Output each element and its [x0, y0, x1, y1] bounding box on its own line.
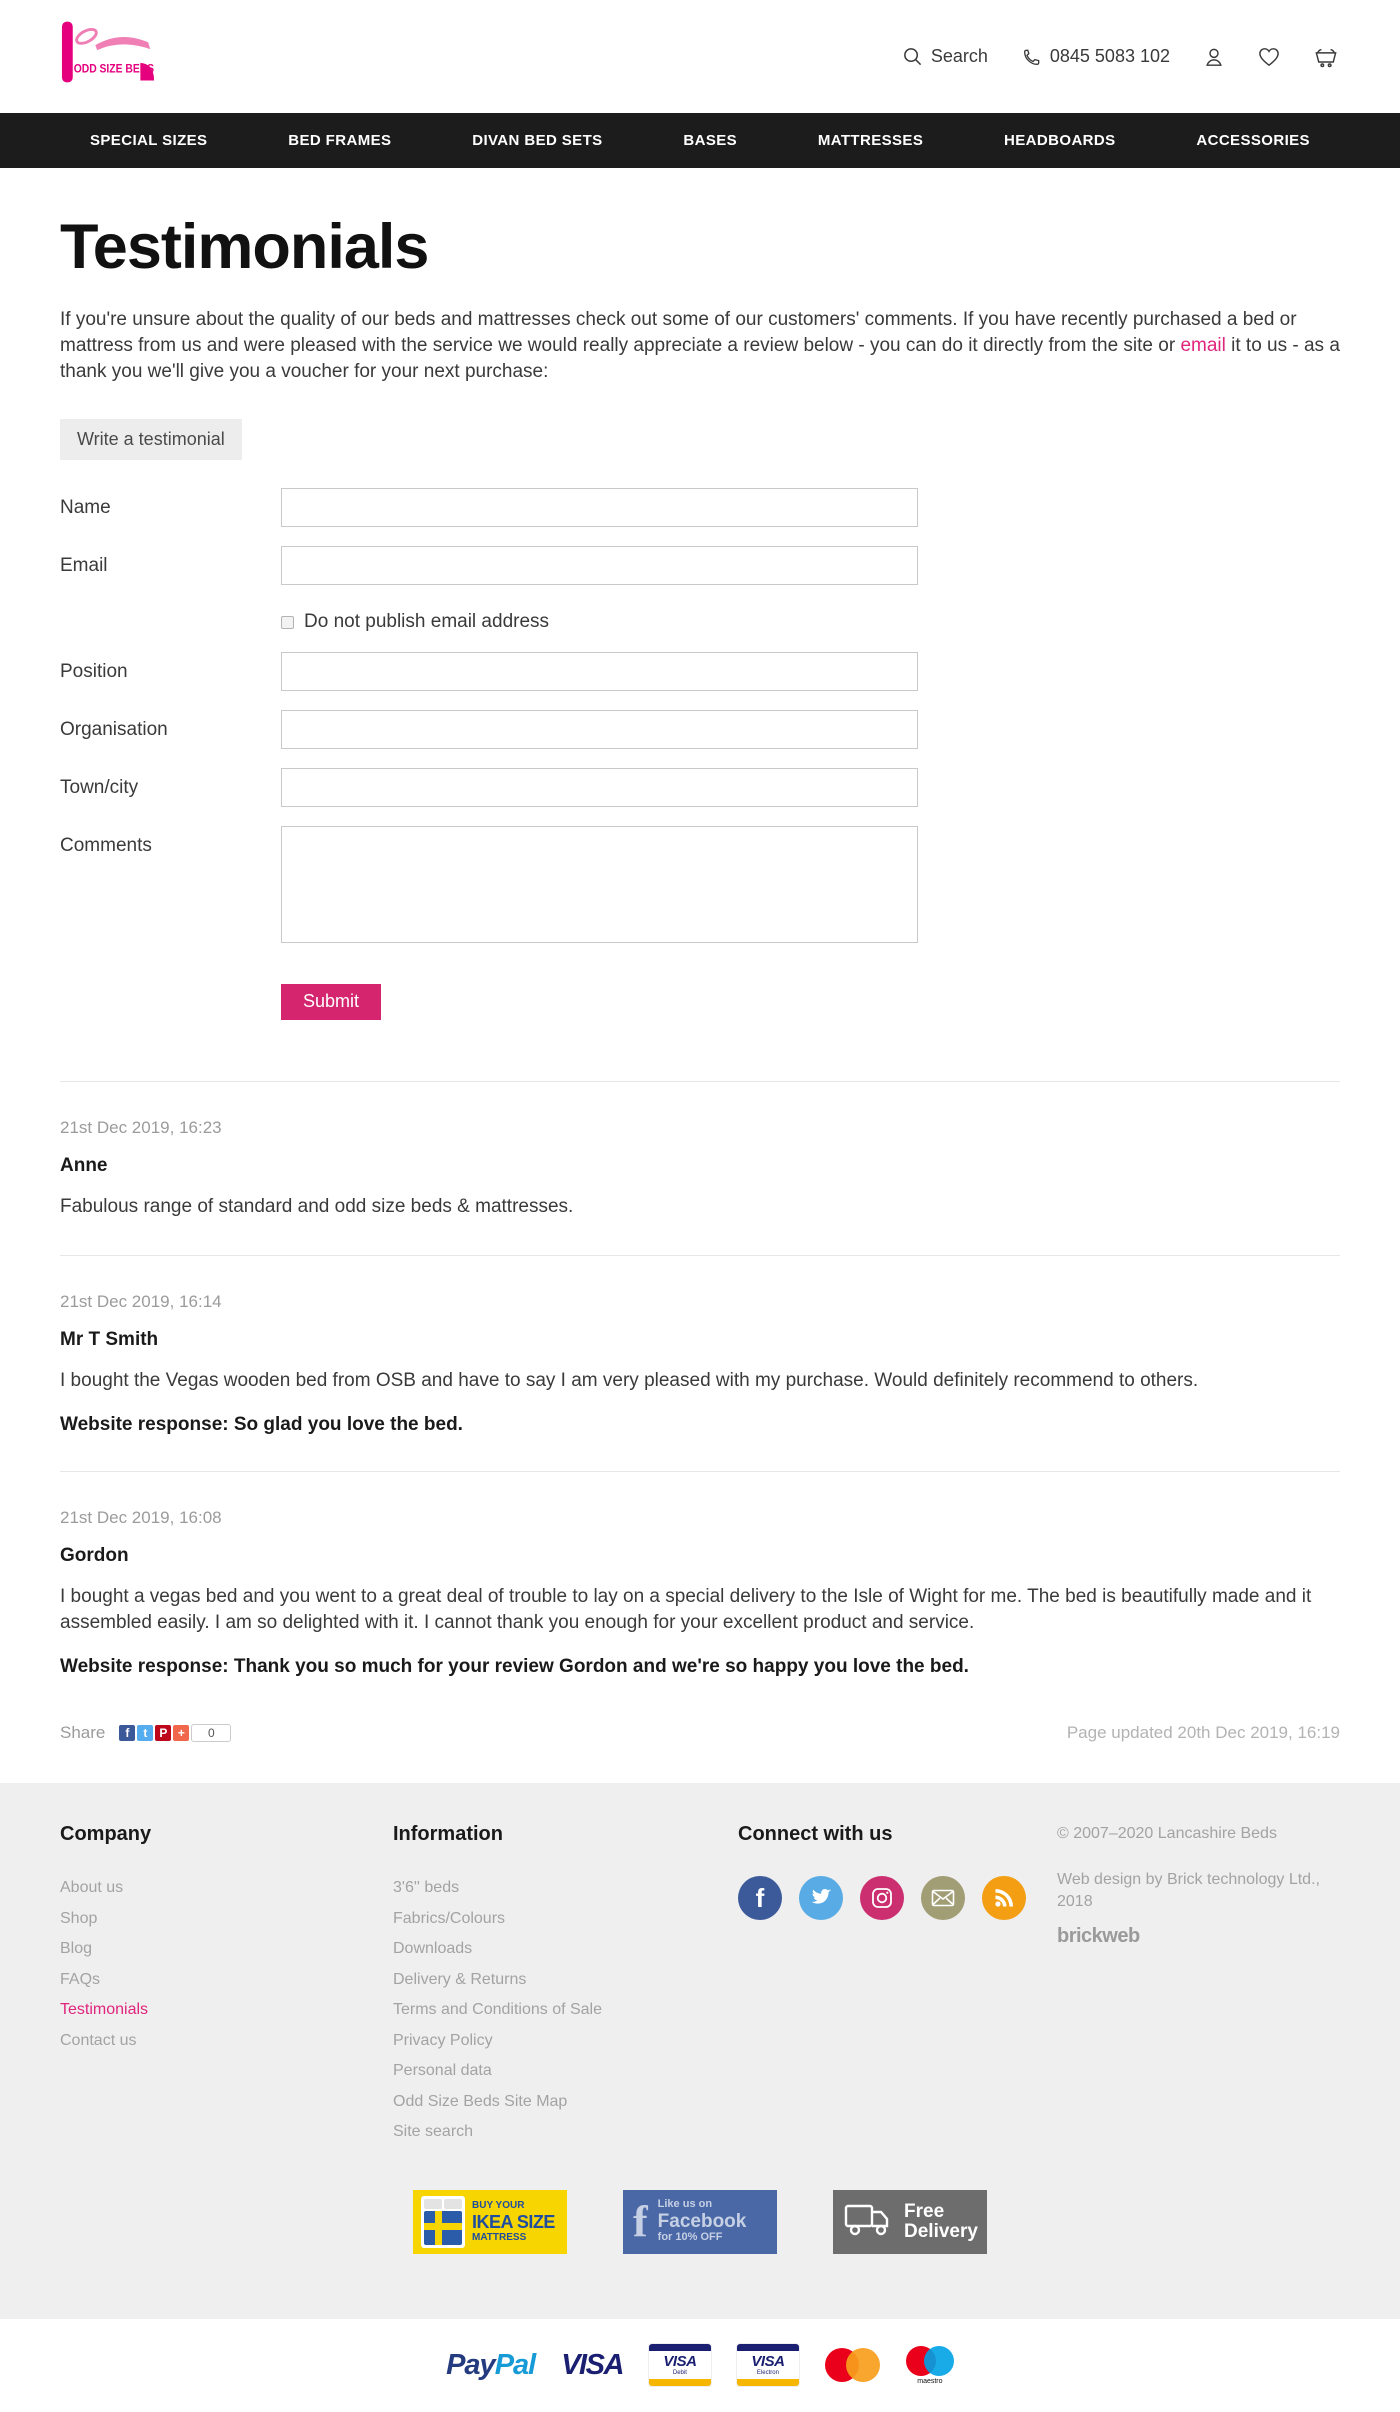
testimonial-author: Gordon [60, 1545, 129, 1566]
testimonial-date: 21st Dec 2019, 16:08 [60, 1508, 222, 1527]
intro-text-before: If you're unsure about the quality of our beds and mattresses check out some of our customers' comments. If you have recently purchased a bed or mattress from us and were pleased with the service we would really appreciate a review below - you can do it directly from the site or [60, 309, 1297, 356]
footer-link-privacy-policy[interactable]: Privacy Policy [393, 2031, 493, 2049]
position-field[interactable] [281, 652, 918, 691]
facebook-icon[interactable]: f [738, 1876, 782, 1920]
phone-icon [1022, 47, 1042, 67]
comments-field[interactable] [281, 826, 918, 943]
town-city-field[interactable] [281, 768, 918, 807]
facebook-like-badge[interactable] [623, 2190, 777, 2254]
footer-link-delivery-returns[interactable]: Delivery & Returns [393, 1970, 527, 1988]
brickweb-logo[interactable]: brickweb [1057, 1925, 1140, 1947]
footer-company-heading: Company [60, 1823, 152, 1845]
paypal-icon: PayPal [446, 2348, 536, 2381]
town-city-label: Town/city [60, 777, 139, 798]
testimonial-entry [60, 1472, 1340, 1713]
rss-icon[interactable] [982, 1876, 1026, 1920]
share-count: 0 [191, 1724, 231, 1742]
page-updated-text: Page updated 20th Dec 2019, 16:19 [1066, 1723, 1340, 1742]
website-response: Website response: Thank you so much for your review Gordon and we're so happy you love the bed. [60, 1656, 969, 1677]
email-label: Email [60, 555, 108, 576]
fb-badge-line2: Facebook [657, 2210, 747, 2232]
organisation-field[interactable] [281, 710, 918, 749]
header-search[interactable] [902, 46, 988, 67]
search-icon [902, 46, 923, 67]
nav-headboards[interactable]: HEADBOARDS [1004, 132, 1116, 149]
svg-text:ODD SIZE BEDS: ODD SIZE BEDS [73, 62, 155, 76]
visa-debit-icon: VISA Debit [649, 2344, 711, 2386]
email-field[interactable] [281, 546, 918, 585]
maestro-icon: maestro [906, 2346, 954, 2385]
nav-accessories[interactable]: ACCESSORIES [1196, 132, 1310, 149]
testimonial-text: Fabulous range of standard and odd size beds & mattresses. [60, 1196, 574, 1217]
page-title: Testimonials [60, 212, 429, 282]
user-icon [1204, 46, 1224, 68]
visa-electron-icon: VISA Electron [737, 2344, 799, 2386]
nav-bed-frames[interactable]: BED FRAMES [288, 132, 392, 149]
ikea-badge-line3: MATTRESS [472, 2231, 527, 2243]
comments-label: Comments [60, 835, 152, 856]
cart-icon [1314, 46, 1338, 68]
intro-text-after: it to us - as a thank you we'll give you a voucher for your next purchase: [60, 335, 1340, 382]
testimonial-text: I bought the Vegas wooden bed from OSB and have to say I am very pleased with my purchase. Would definitely recommend to others. [60, 1370, 1199, 1391]
truck-icon [843, 2200, 895, 2243]
testimonial-entry [60, 1256, 1340, 1471]
footer-information-heading: Information [393, 1823, 503, 1845]
mastercard-icon [825, 2348, 880, 2382]
footer-link-36-beds[interactable]: 3'6'' beds [393, 1879, 460, 1896]
account-button[interactable] [1204, 46, 1224, 68]
mattress-flag-icon [421, 2196, 465, 2248]
ikea-badge-line1: BUY YOUR [472, 2199, 525, 2211]
delivery-badge-line2: Delivery [904, 2220, 978, 2242]
footer-link-shop[interactable]: Shop [60, 1909, 98, 1927]
fb-badge-line3: for 10% OFF [657, 2231, 723, 2244]
share-pinterest-icon[interactable]: P [155, 1725, 171, 1741]
site-footer [0, 1783, 1400, 2319]
share-facebook-icon[interactable]: f [119, 1725, 135, 1741]
do-not-publish-checkbox[interactable] [281, 616, 294, 629]
testimonial-author: Mr T Smith [60, 1329, 159, 1350]
visa-icon: VISA [561, 2348, 623, 2381]
wishlist-button[interactable] [1258, 47, 1280, 67]
testimonial-date: 21st Dec 2019, 16:14 [60, 1292, 222, 1311]
name-field[interactable] [281, 488, 918, 527]
email-link[interactable]: email [1180, 335, 1226, 356]
free-delivery-badge[interactable] [833, 2190, 987, 2254]
footer-link-personal-data[interactable]: Personal data [393, 2062, 492, 2079]
testimonial-date: 21st Dec 2019, 16:23 [60, 1118, 222, 1137]
nav-mattresses[interactable]: MATTRESSES [817, 132, 924, 149]
footer-link-fabrics-colours[interactable]: Fabrics/Colours [393, 1909, 506, 1927]
main-nav [0, 113, 1400, 168]
do-not-publish-label[interactable]: Do not publish email address [304, 611, 550, 632]
header-search-label: Search [930, 46, 988, 66]
copyright-text: © 2007–2020 Lancashire Beds [1057, 1825, 1277, 1842]
site-header [0, 0, 1400, 113]
payment-methods-bar [0, 2319, 1400, 2412]
testimonial-form [60, 488, 1340, 1020]
submit-button[interactable]: Submit [281, 984, 381, 1020]
share-row [60, 1723, 1340, 1743]
footer-link-site-search[interactable]: Site search [393, 2123, 474, 2140]
footer-connect-heading: Connect with us [738, 1823, 893, 1845]
website-response: Website response: So glad you love the bed. [60, 1414, 463, 1435]
testimonial-text: I bought a vegas bed and you went to a great deal of trouble to lay on a special delivery to the Isle of Wight for me. The bed is beautifully made and it assembled easily. I am so delighted with it. I cannot thank you enough for your excellent product and service. [60, 1586, 1312, 1633]
share-googleplus-icon[interactable]: + [173, 1725, 189, 1741]
write-testimonial-button[interactable]: Write a testimonial [60, 419, 242, 460]
site-logo[interactable] [60, 21, 158, 92]
share-label: Share [60, 1723, 106, 1742]
footer-link-terms[interactable]: Terms and Conditions of Sale [393, 2001, 602, 2018]
intro-paragraph [60, 307, 1340, 385]
heart-icon [1258, 47, 1280, 67]
delivery-badge-line1: Free [904, 2200, 945, 2222]
nav-special-sizes[interactable]: SPECIAL SIZES [90, 132, 208, 149]
footer-link-downloads[interactable]: Downloads [393, 1940, 473, 1957]
footer-link-blog[interactable]: Blog [60, 1940, 93, 1957]
footer-link-faqs[interactable]: FAQs [60, 1970, 101, 1988]
footer-link-contact-us[interactable]: Contact us [60, 2031, 137, 2049]
web-design-credit: Web design by Brick technology Ltd., 2018 [1057, 1871, 1320, 1910]
cart-button[interactable] [1314, 46, 1338, 68]
name-label: Name [60, 497, 111, 518]
header-phone-number: 0845 5083 102 [1049, 46, 1170, 66]
header-phone[interactable] [1022, 46, 1170, 67]
share-twitter-icon[interactable]: t [137, 1725, 153, 1741]
fb-badge-line1: Like us on [657, 2197, 713, 2210]
footer-link-about-us[interactable]: About us [60, 1879, 124, 1896]
ikea-size-mattress-badge[interactable] [413, 2190, 567, 2254]
footer-badges [60, 2190, 1340, 2319]
email-icon[interactable] [921, 1876, 965, 1920]
odd-size-beds-logo-graphic [60, 21, 158, 87]
ikea-badge-line2: IKEA SIZE [472, 2211, 555, 2232]
main-content [0, 212, 1400, 1743]
nav-divan-bed-sets[interactable]: DIVAN BED SETS [472, 132, 603, 149]
position-label: Position [60, 661, 128, 682]
testimonial-author: Anne [60, 1155, 108, 1176]
footer-link-site-map[interactable]: Odd Size Beds Site Map [393, 2092, 568, 2110]
twitter-icon[interactable] [799, 1876, 843, 1920]
facebook-f-icon: f [633, 2196, 648, 2246]
footer-link-testimonials[interactable]: Testimonials [60, 2001, 149, 2018]
organisation-label: Organisation [60, 719, 168, 740]
testimonial-entry [60, 1082, 1340, 1255]
nav-bases[interactable]: BASES [683, 132, 738, 149]
instagram-icon[interactable] [860, 1876, 904, 1920]
